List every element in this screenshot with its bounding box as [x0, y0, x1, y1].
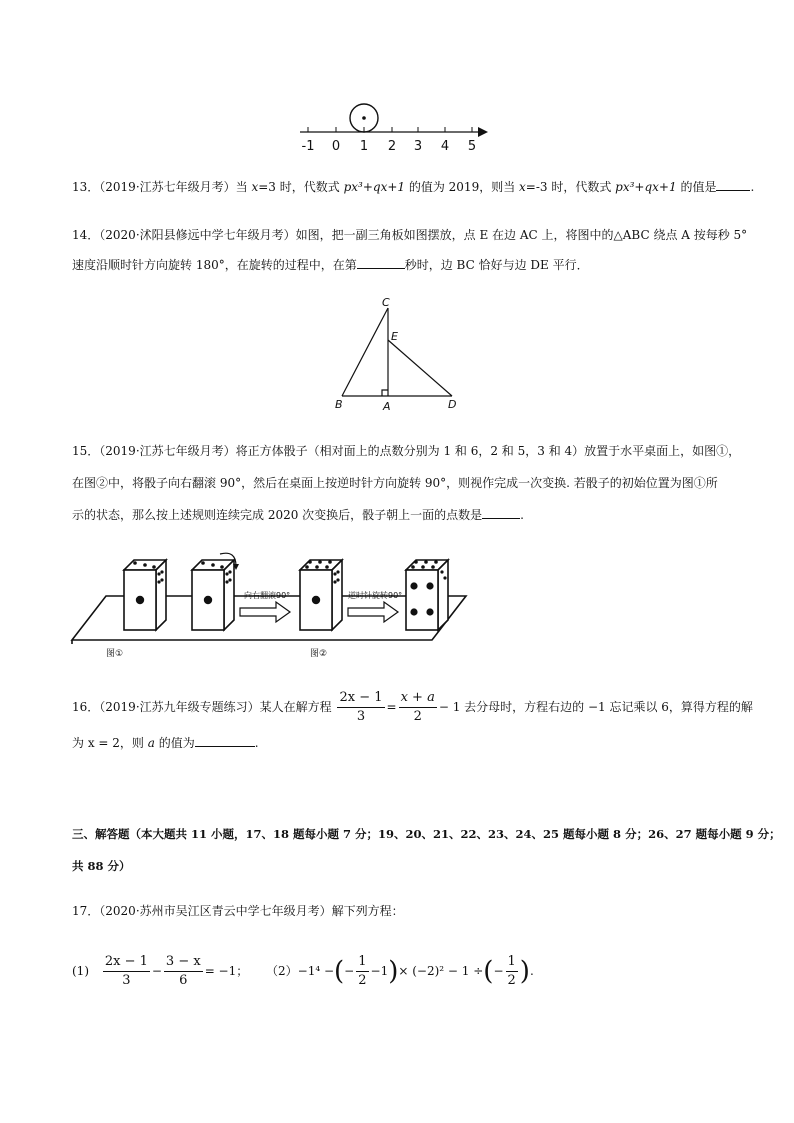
dice-figure — [70, 548, 470, 662]
question-source: （2020·苏州市吴江区青云中学七年级月考） — [99, 904, 332, 918]
question-14-line2: 速度沿顺时针方向旋转 180°，在旋转的过程中，在第 秒时，边 BC 恰好与边 DE 平行． — [72, 258, 589, 272]
part-label: (1) — [72, 964, 89, 978]
question-15: 15．（2019·江苏七年级月考）将正方体骰子（相对面上的点数分别为 1 和 6，2 和 5，3 和 4）放置于水平桌面上，如图①， — [72, 444, 741, 458]
die-3 — [300, 560, 342, 630]
tick-label: 1 — [359, 139, 369, 154]
question-number: 14． — [72, 228, 100, 242]
answer-blank[interactable] — [716, 178, 750, 191]
fraction: $\frac{x + a}{2}$ — [400, 690, 435, 724]
answer-blank[interactable] — [357, 256, 405, 269]
expression: px³+qx+1 — [343, 180, 406, 194]
section-header-line2: 共 88 分） — [72, 859, 131, 873]
tick-label: 5 — [467, 139, 477, 154]
expression: px³+qx+1 — [615, 180, 677, 194]
question-source: （2019·江苏九年级专题练习） — [99, 700, 260, 714]
arrow-right-icon — [240, 602, 290, 622]
question-number: 17． — [72, 904, 100, 918]
label-D: D — [448, 398, 457, 411]
answer-blank[interactable] — [195, 734, 255, 747]
arrow-right-icon — [348, 602, 398, 622]
question-15-line3: 示的状态，那么按上述规则连续完成 2020 次变换后，骰子朝上一面的点数是 . — [72, 508, 524, 522]
die-1 — [124, 560, 166, 630]
answer-blank[interactable] — [482, 506, 520, 519]
question-number: 16． — [72, 700, 100, 714]
tick-label: -1 — [301, 139, 315, 154]
question-15-line2: 在图②中，将骰子向右翻滚 90°，然后在桌面上按逆时针方向旋转 90°，则视作完成一次变换. 若骰子的初始位置为图①所 — [72, 476, 718, 490]
var-x: x — [251, 180, 259, 194]
fraction: $\frac{3 - x}{6}$ — [165, 954, 201, 988]
question-13: 13．（2019·江苏七年级月考）当 x=3 时，代数式 px³+qx+1 的值为 2019，则当 x=-3 时，代数式 px³+qx+1 的值是 . — [72, 180, 755, 194]
question-source: （2019·江苏七年级月考） — [99, 180, 236, 194]
question-14: 14．（2020·沭阳县修远中学七年级月考）如图，把一副三角板如图摆放，点 E 在边 AC 上，将图中的△ABC 绕点 A 按每秒 5° — [72, 228, 748, 242]
question-17-part2: （2）−1⁴ −(− $\frac{1}{2}$ −1)× (−2)² − 1 ÷(− $\frac{1}{2}$ ). — [266, 954, 534, 988]
tick-label: 3 — [413, 139, 423, 154]
part-label: （2） — [266, 964, 298, 978]
label-C: C — [382, 296, 390, 309]
var-a: a — [147, 736, 155, 750]
figure-label-2: 图② — [310, 649, 328, 659]
number-line-figure — [296, 98, 496, 154]
arrow-label: 逆时针旋转90° — [348, 591, 403, 600]
die-2 — [192, 560, 234, 630]
section-header: 三、解答题（本大题共 11 小题，17、18 题每小题 7 分；19、20、21、22、23、24、25 题每小题 8 分；26、27 题每小题 9 分； — [72, 827, 781, 841]
question-source: （2020·沭阳县修远中学七年级月考） — [99, 228, 296, 242]
triangle-figure — [330, 296, 466, 414]
question-17-part1: (1) $\frac{2x - 1}{3}$ − $\frac{3 - x}{6}$ = −1； — [72, 954, 249, 988]
tick-label: 2 — [387, 139, 397, 154]
var-x: x — [519, 180, 526, 194]
point-dot — [362, 116, 366, 120]
question-number: 15． — [72, 444, 100, 458]
label-E: E — [391, 330, 398, 343]
label-B: B — [335, 398, 343, 411]
question-16-line2: 为 x = 2，则 a 的值为 . — [72, 736, 259, 750]
question-16: 16．（2019·江苏九年级专题练习）某人在解方程 $\frac{2x - 1}{3}$ = $\frac{x + a}{2}$ − 1 去分母时，方程右边的 −1 忘记乘以 6，算得方程的解 — [72, 690, 753, 724]
fraction: $\frac{2x - 1}{3}$ — [339, 690, 383, 724]
question-17: 17．（2020·苏州市吴江区青云中学七年级月考）解下列方程： — [72, 904, 404, 918]
question-number: 13． — [72, 180, 100, 194]
fraction: $\frac{1}{2}$ — [507, 954, 516, 988]
fraction: $\frac{1}{2}$ — [358, 954, 367, 988]
arrow-label: 向右翻滚90° — [244, 591, 291, 600]
tick-label: 4 — [440, 139, 450, 154]
fraction: $\frac{2x - 1}{3}$ — [104, 954, 148, 988]
tick-label: 0 — [331, 139, 341, 154]
axis-arrow — [478, 127, 488, 137]
figure-label-1: 图① — [106, 649, 124, 659]
question-source: （2019·江苏七年级月考） — [99, 444, 236, 458]
label-A: A — [383, 400, 391, 413]
